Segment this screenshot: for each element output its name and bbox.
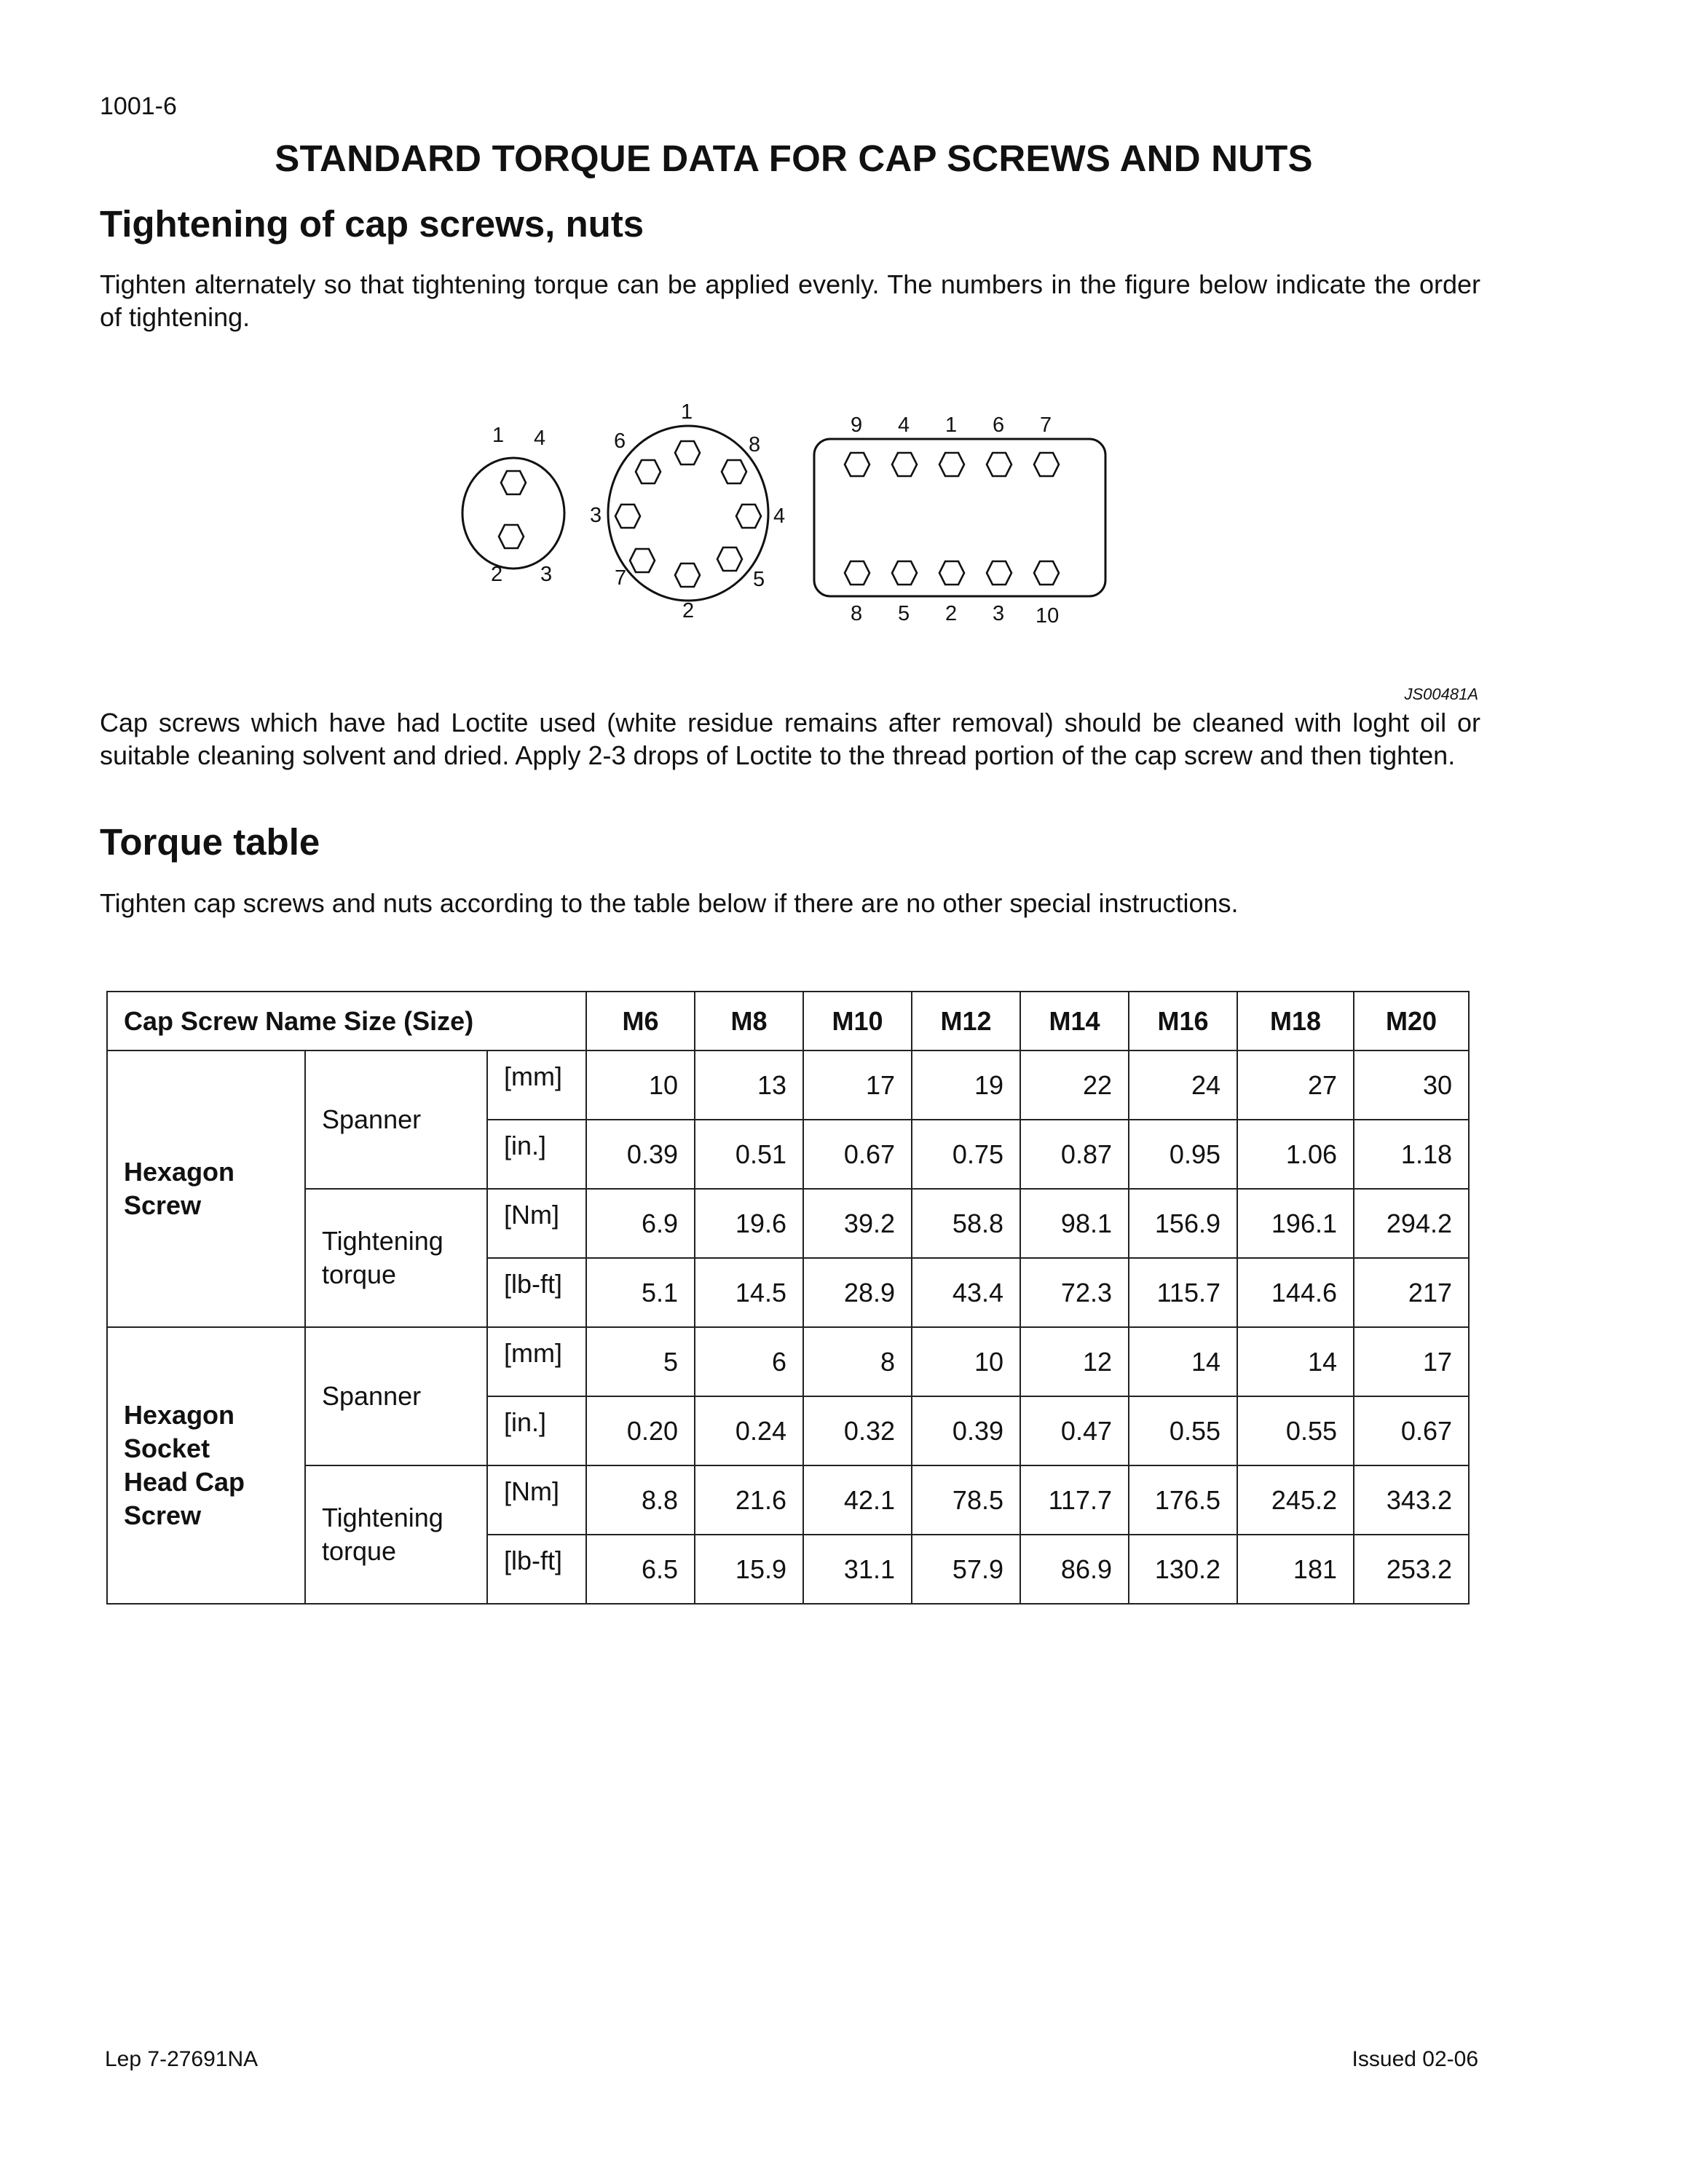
unit-cell: [Nm] — [487, 1465, 586, 1535]
value-cell: 0.47 — [1020, 1396, 1129, 1465]
screw-type-label: Socket — [124, 1433, 210, 1463]
flange2-label-bottom-right: 3 — [540, 563, 553, 586]
rect-label-top-3: 1 — [945, 414, 958, 437]
rect-label-top-4: 6 — [993, 414, 1005, 437]
flange-2-bolt-diagram — [462, 424, 564, 586]
value-cell: 8 — [803, 1327, 912, 1396]
value-cell: 0.67 — [1354, 1396, 1469, 1465]
value-cell: 28.9 — [803, 1258, 912, 1327]
screw-type-label: Head Cap — [124, 1467, 245, 1497]
rect-label-bottom-4: 3 — [993, 602, 1005, 625]
value-cell: 14.5 — [695, 1258, 803, 1327]
value-cell: 22 — [1020, 1051, 1129, 1120]
rect-label-bottom-5: 10 — [1036, 604, 1060, 628]
value-cell: 42.1 — [803, 1465, 912, 1535]
screw-type-cell — [107, 1051, 305, 1327]
measure-type-label: torque — [322, 1259, 397, 1289]
flange2-label-top-left: 1 — [492, 424, 505, 447]
table-row — [107, 1051, 1469, 1120]
value-cell: 0.95 — [1129, 1120, 1237, 1189]
value-cell: 115.7 — [1129, 1258, 1237, 1327]
measure-type-label: Spanner — [322, 1381, 422, 1411]
screw-type-cell — [107, 1327, 305, 1604]
figure-code: JS00481A — [1404, 685, 1478, 703]
value-cell: 176.5 — [1129, 1465, 1237, 1535]
screw-type-label: Screw — [124, 1500, 202, 1530]
measure-type-label: Spanner — [322, 1104, 422, 1134]
page-number: 1001-6 — [100, 92, 177, 120]
value-cell: 5 — [586, 1327, 695, 1396]
measure-type-cell — [305, 1051, 487, 1189]
value-cell: 253.2 — [1354, 1535, 1469, 1604]
value-cell: 0.20 — [586, 1396, 695, 1465]
section-heading-torque-table: Torque table — [100, 821, 320, 863]
table-header-cell: M20 — [1354, 992, 1469, 1051]
value-cell: 181 — [1237, 1535, 1354, 1604]
value-cell: 6.9 — [586, 1189, 695, 1258]
flange8-label-5: 5 — [753, 568, 765, 591]
measure-type-cell — [305, 1189, 487, 1327]
value-cell: 31.1 — [803, 1535, 912, 1604]
value-cell: 217 — [1354, 1258, 1469, 1327]
value-cell: 156.9 — [1129, 1189, 1237, 1258]
table-header-cell: M10 — [803, 992, 912, 1051]
unit-cell: [mm] — [487, 1327, 586, 1396]
flange8-label-1: 1 — [681, 400, 693, 424]
value-cell: 10 — [912, 1327, 1020, 1396]
table-row — [107, 1327, 1469, 1396]
rect-label-bottom-2: 5 — [898, 602, 910, 625]
value-cell: 15.9 — [695, 1535, 803, 1604]
flange8-label-2: 2 — [682, 599, 695, 622]
value-cell: 0.55 — [1237, 1396, 1354, 1465]
table-header-cell: M6 — [586, 992, 695, 1051]
value-cell: 130.2 — [1129, 1535, 1237, 1604]
measure-type-cell — [305, 1327, 487, 1465]
unit-cell: [lb-ft] — [487, 1258, 586, 1327]
rect-label-top-2: 4 — [898, 414, 910, 437]
value-cell: 196.1 — [1237, 1189, 1354, 1258]
value-cell: 245.2 — [1237, 1465, 1354, 1535]
measure-type-label: torque — [322, 1536, 397, 1566]
value-cell: 144.6 — [1237, 1258, 1354, 1327]
rect-10-bolt-diagram — [814, 414, 1105, 628]
table-header-cell: M18 — [1237, 992, 1354, 1051]
table-header-cell: M8 — [695, 992, 803, 1051]
table-header-cell: Cap Screw Name Size (Size) — [107, 992, 586, 1051]
value-cell: 6 — [695, 1327, 803, 1396]
value-cell: 0.67 — [803, 1120, 912, 1189]
value-cell: 0.87 — [1020, 1120, 1129, 1189]
value-cell: 72.3 — [1020, 1258, 1129, 1327]
rect-label-top-1: 9 — [851, 414, 863, 437]
flange8-label-7: 7 — [615, 566, 627, 590]
value-cell: 117.7 — [1020, 1465, 1129, 1535]
screw-type-label: Screw — [124, 1190, 202, 1220]
table-header-cell: M16 — [1129, 992, 1237, 1051]
value-cell: 58.8 — [912, 1189, 1020, 1258]
torque-table — [106, 991, 1470, 1605]
unit-cell: [Nm] — [487, 1189, 586, 1258]
value-cell: 12 — [1020, 1327, 1129, 1396]
flange2-label-bottom-left: 2 — [491, 563, 503, 586]
table-header-cell: M12 — [912, 992, 1020, 1051]
value-cell: 8.8 — [586, 1465, 695, 1535]
value-cell: 6.5 — [586, 1535, 695, 1604]
flange-8-bolt-diagram — [590, 400, 785, 622]
unit-cell: [in.] — [487, 1120, 586, 1189]
value-cell: 343.2 — [1354, 1465, 1469, 1535]
value-cell: 17 — [803, 1051, 912, 1120]
value-cell: 0.75 — [912, 1120, 1020, 1189]
rect-label-bottom-3: 2 — [945, 602, 958, 625]
measure-type-label: Tightening — [322, 1503, 443, 1532]
unit-cell: [mm] — [487, 1051, 586, 1120]
value-cell: 57.9 — [912, 1535, 1020, 1604]
value-cell: 0.55 — [1129, 1396, 1237, 1465]
value-cell: 17 — [1354, 1327, 1469, 1396]
table-header-cell: M14 — [1020, 992, 1129, 1051]
table-row — [107, 1465, 1469, 1535]
value-cell: 30 — [1354, 1051, 1469, 1120]
unit-cell: [in.] — [487, 1396, 586, 1465]
value-cell: 10 — [586, 1051, 695, 1120]
value-cell: 24 — [1129, 1051, 1237, 1120]
flange8-label-4: 4 — [773, 505, 786, 528]
value-cell: 14 — [1237, 1327, 1354, 1396]
loctite-note-paragraph: Cap screws which have had Loctite used (white residue remains after removal) should be cleaned with loght oil or suitable cleaning solvent and dried. Apply 2-3 drops of Loctite to the thread portion of the cap screw and then tighten. — [100, 708, 1480, 770]
value-cell: 39.2 — [803, 1189, 912, 1258]
table-row — [107, 1189, 1469, 1258]
page-title: STANDARD TORQUE DATA FOR CAP SCREWS AND NUTS — [275, 138, 1313, 179]
value-cell: 19 — [912, 1051, 1020, 1120]
torque-table-intro-paragraph: Tighten cap screws and nuts according to the table below if there are no other special instructions. — [100, 888, 1239, 918]
unit-cell: [lb-ft] — [487, 1535, 586, 1604]
value-cell: 14 — [1129, 1327, 1237, 1396]
footer-document-id: Lep 7-27691NA — [105, 2047, 259, 2071]
tightening-intro-paragraph: Tighten alternately so that tightening torque can be applied evenly. The numbers in the figure below indicate the order of tightening. — [100, 269, 1480, 332]
value-cell: 98.1 — [1020, 1189, 1129, 1258]
screw-type-label: Hexagon — [124, 1157, 235, 1187]
flange8-label-3: 3 — [590, 504, 602, 527]
flange2-label-top-right: 4 — [534, 427, 546, 450]
flange8-label-6: 6 — [614, 430, 626, 453]
value-cell: 1.18 — [1354, 1120, 1469, 1189]
measure-type-cell — [305, 1465, 487, 1604]
value-cell: 19.6 — [695, 1189, 803, 1258]
flange8-label-8: 8 — [749, 433, 761, 456]
value-cell: 0.51 — [695, 1120, 803, 1189]
footer-issue-date: Issued 02-06 — [1352, 2047, 1478, 2071]
value-cell: 78.5 — [912, 1465, 1020, 1535]
value-cell: 1.06 — [1237, 1120, 1354, 1189]
value-cell: 43.4 — [912, 1258, 1020, 1327]
rect-label-bottom-1: 8 — [851, 602, 863, 625]
value-cell: 0.39 — [912, 1396, 1020, 1465]
screw-type-label: Hexagon — [124, 1400, 235, 1430]
value-cell: 21.6 — [695, 1465, 803, 1535]
tightening-order-figure — [459, 397, 1151, 637]
value-cell: 0.39 — [586, 1120, 695, 1189]
value-cell: 86.9 — [1020, 1535, 1129, 1604]
measure-type-label: Tightening — [322, 1226, 443, 1256]
value-cell: 5.1 — [586, 1258, 695, 1327]
value-cell: 27 — [1237, 1051, 1354, 1120]
value-cell: 294.2 — [1354, 1189, 1469, 1258]
rect-label-top-5: 7 — [1040, 414, 1052, 437]
value-cell: 0.32 — [803, 1396, 912, 1465]
table-header-row — [107, 992, 1469, 1051]
section-heading-tightening: Tightening of cap screws, nuts — [100, 203, 644, 245]
value-cell: 13 — [695, 1051, 803, 1120]
value-cell: 0.24 — [695, 1396, 803, 1465]
